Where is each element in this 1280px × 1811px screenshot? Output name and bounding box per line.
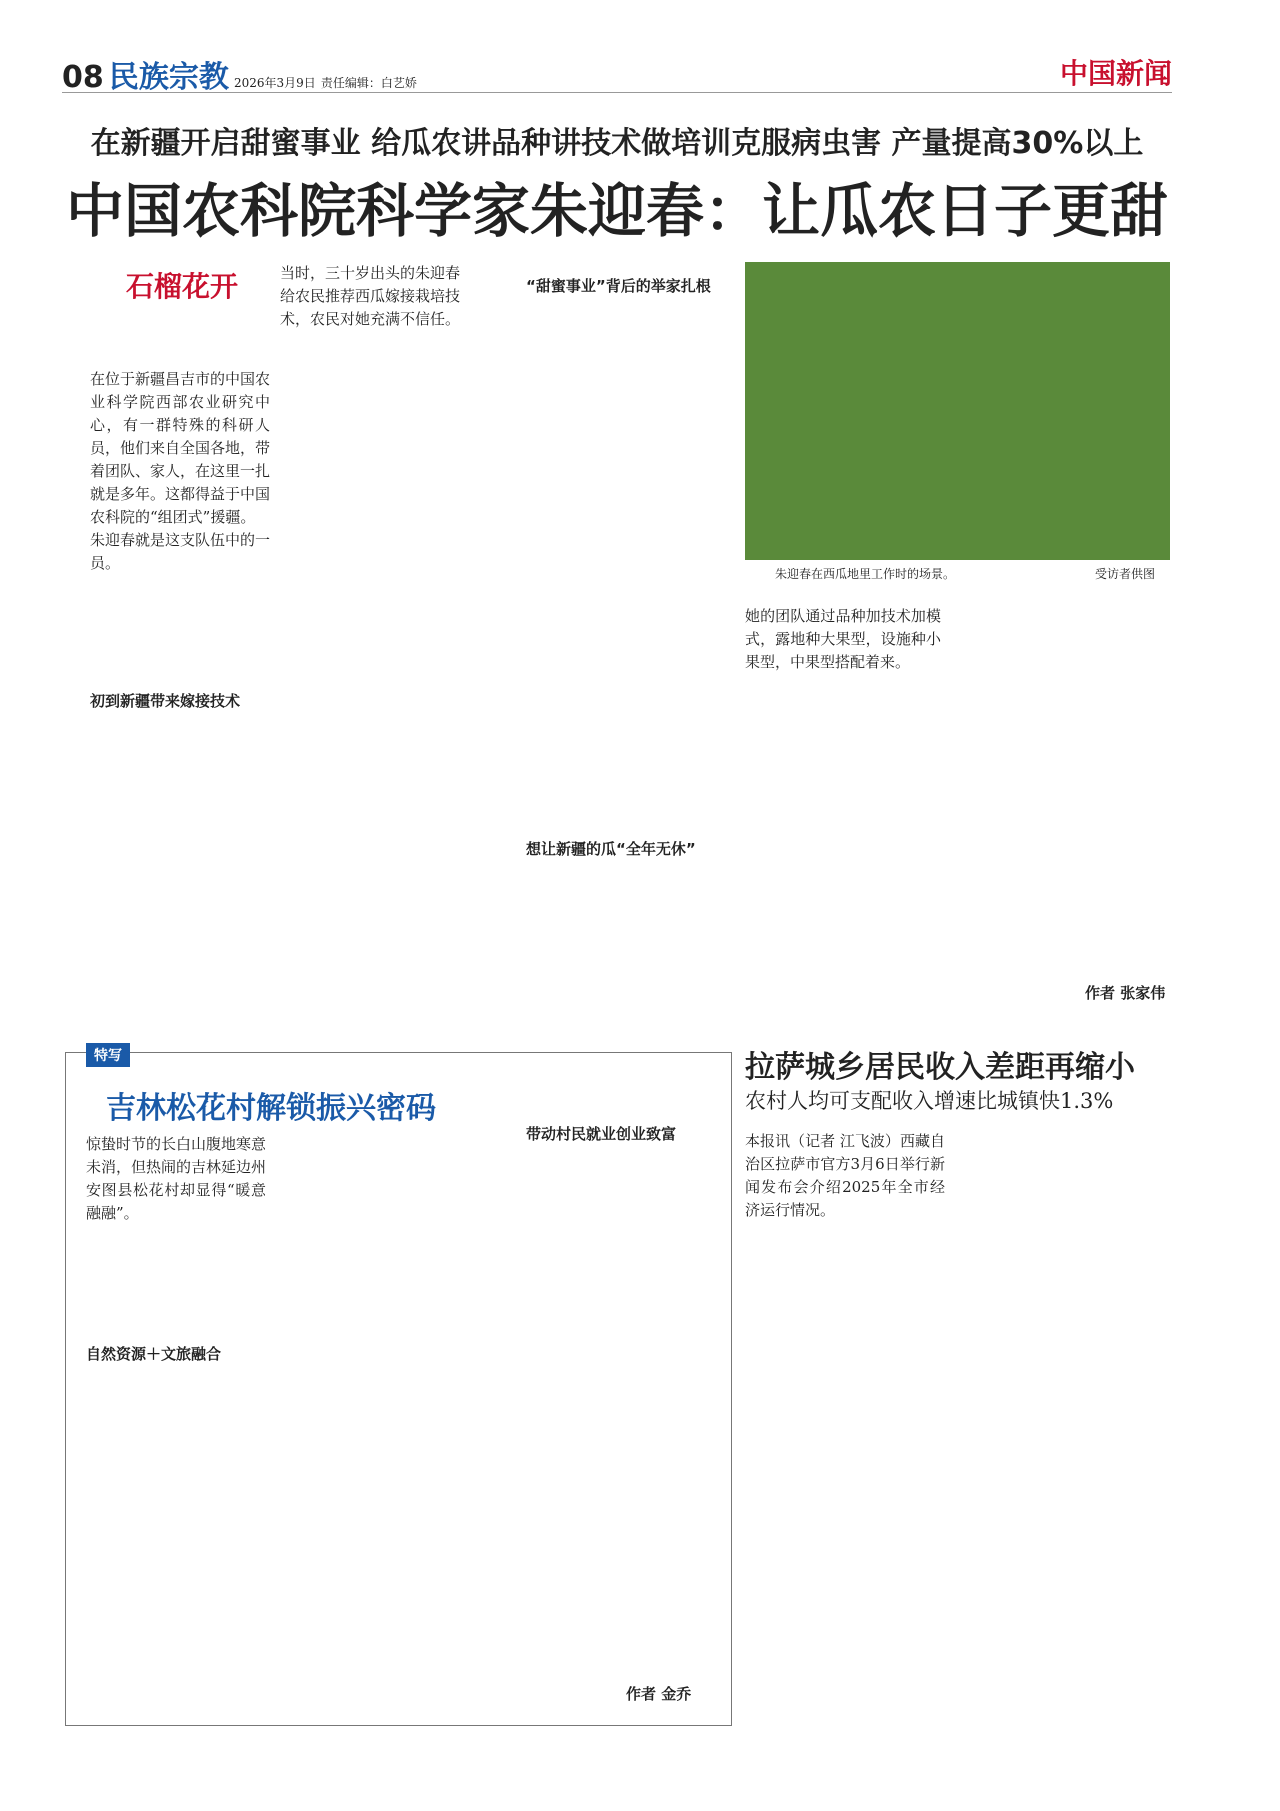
news-text: 本报讯（记者 江飞波）西藏自治区拉萨市官方3月6日举行新闻发布会介绍2025年全市经济运行情况。	[745, 1132, 945, 1219]
subhead-1: 初到新疆带来嫁接技术	[90, 692, 241, 710]
subhead-3: 想让新疆的瓜“全年无休”	[526, 840, 696, 858]
photo	[745, 262, 1170, 560]
page-number: 08	[62, 60, 104, 95]
photo-caption: 朱迎春在西瓜地里工作时的场景。	[775, 567, 956, 581]
col-1: 在位于新疆昌吉市的中国农业科学院西部农业研究中心，有一群特殊的科研人员，他们来自全国各地，带着团队、家人，在这里一扎就是多年。这都得益于中国农科院的“组团式”援疆。 朱迎春就是这支队伍中的一员。	[90, 370, 271, 572]
feature-box	[65, 1048, 732, 1726]
main-headline: 中国农科院科学家朱迎春：让瓜农日子更甜	[65, 177, 1168, 245]
col-4: 她的团队通过品种加技术加模式，露地种大果型，设施种小果型，中果型搭配着来。	[745, 607, 941, 671]
feature-text: 惊蛰时节的长白山腹地寒意未消，但热闹的吉林延边州安图县松花村却显得“暖意融融”。	[86, 1135, 267, 1222]
date: 2026年3月9日	[233, 76, 316, 90]
feature-tag: 特写	[86, 1043, 130, 1067]
feature-title: 吉林松花村解锁振兴密码	[106, 1091, 436, 1126]
section-name: 民族宗教	[108, 60, 229, 95]
author: 作者 张家伟	[1085, 984, 1166, 1002]
kicker: 在新疆开启甜蜜事业 给瓜农讲品种讲技术做培训克服病虫害 产量提高30%以上	[90, 126, 1144, 161]
col-2: 当时，三十岁出头的朱迎春给农民推荐西瓜嫁接栽培技术，农民对她充满不信任。	[280, 264, 461, 328]
subhead-2: “甜蜜事业”背后的举家扎根	[526, 277, 711, 295]
newspaper-logo: 中国新闻	[1059, 57, 1172, 90]
editor: 责任编辑：白艺娇	[320, 76, 417, 90]
news-title: 拉萨城乡居民收入差距再缩小	[745, 1050, 1135, 1085]
column-tag: 石榴花开	[126, 270, 239, 303]
feature-sub-2: 带动村民就业创业致富	[526, 1125, 677, 1143]
feature-author: 作者 金乔	[626, 1685, 692, 1703]
photo-credit: 受访者供图	[1095, 567, 1156, 581]
feature-sub-1: 自然资源＋文旅融合	[86, 1345, 222, 1363]
news-subtitle: 农村人均可支配收入增速比城镇快1.3%	[745, 1089, 1114, 1113]
